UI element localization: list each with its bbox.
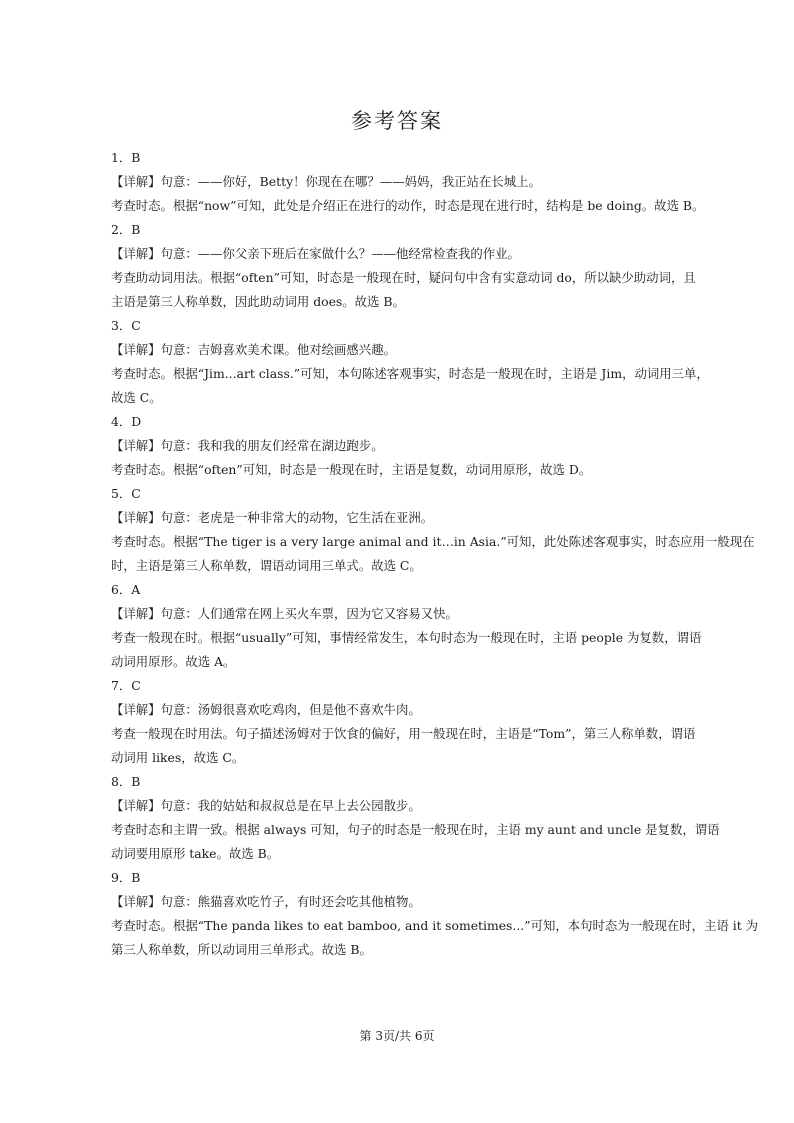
answer-number: 1．B: [111, 150, 141, 165]
answer-explanation-line: 考查时态。根据“The panda likes to eat bamboo, and it sometimes...”可知，本句时态为一般现在时，主语 it 为: [111, 918, 759, 933]
answer-explanation-heading: 【详解】句意：——你好，Betty！你现在在哪？——妈妈，我正站在长城上。: [111, 174, 541, 189]
page-title: 参考答案: [351, 109, 443, 133]
answer-explanation-heading: 【详解】句意：我和我的朋友们经常在湖边跑步。: [111, 438, 384, 453]
answer-item: [111, 578, 702, 674]
answer-explanation-line: 考查时态和主谓一致。根据 always 可知，句子的时态是一般现在时，主语 my aunt and uncle 是复数，谓语: [111, 822, 720, 837]
answer-number: 3．C: [111, 318, 141, 333]
answer-explanation-line: 考查一般现在时。根据“usually”可知，事情经常发生，本句时态为一般现在时，主语 people 为复数，谓语: [111, 630, 702, 645]
answer-explanation-line: 动词要用原形 take。故选 B。: [111, 846, 280, 861]
page-footer: 第 3页/共 6页: [359, 1029, 435, 1043]
answer-item: [111, 314, 709, 410]
answer-explanation-line: 时，主语是第三人称单数，谓语动词用三单式。故选 C。: [111, 558, 422, 573]
answer-explanation-line: 动词用原形。故选 A。: [111, 654, 236, 669]
answer-explanation-heading: 【详解】句意：熊猫喜欢吃竹子，有时还会吃其他植物。: [111, 894, 421, 909]
answer-number: 5．C: [111, 486, 141, 501]
answer-item: [111, 770, 720, 866]
answer-item: [111, 866, 759, 962]
answer-item: [111, 482, 755, 578]
answer-explanation-line: 动词用 likes，故选 C。: [111, 750, 245, 765]
answer-list: [111, 146, 759, 962]
answer-explanation-line: 考查助动词用法。根据“often”可知，时态是一般现在时，疑问句中含有实意动词 do，所以缺少助动词，且: [111, 270, 696, 285]
answer-item: [111, 410, 691, 482]
answer-number: 9．B: [111, 870, 141, 885]
answer-explanation-line: 主语是第三人称单数，因此助动词用 does。故选 B。: [111, 294, 405, 309]
answer-explanation-heading: 【详解】句意：——你父亲下班后在家做什么？——他经常检查我的作业。: [111, 246, 520, 261]
answer-explanation-line: 考查时态。根据“now”可知，此处是介绍正在进行的动作，时态是现在进行时，结构是 be doing。故选 B。: [111, 198, 705, 213]
answer-explanation-line: 考查时态。根据“The tiger is a very large animal and it…in Asia.”可知，此处陈述客观事实，时态应用一般现在: [111, 534, 755, 549]
answer-number: 4．D: [111, 414, 142, 429]
answer-item: [111, 218, 696, 314]
answer-item: [111, 146, 705, 218]
answer-number: 8．B: [111, 774, 141, 789]
answer-explanation-line: 考查一般现在时用法。句子描述汤姆对于饮食的偏好，用一般现在时，主语是“Tom”，第三人称单数，谓语: [111, 726, 696, 741]
answer-number: 2．B: [111, 222, 141, 237]
answer-explanation-heading: 【详解】句意：我的姑姑和叔叔总是在早上去公园散步。: [111, 798, 421, 813]
answer-explanation-heading: 【详解】句意：老虎是一种非常大的动物，它生活在亚洲。: [111, 510, 434, 525]
answer-item: [111, 674, 696, 770]
answer-explanation-line: 考查时态。根据“often”可知，时态是一般现在时，主语是复数，动词用原形，故选 D。: [111, 462, 592, 477]
answer-number: 6．A: [111, 582, 141, 597]
answer-number: 7．C: [111, 678, 141, 693]
answer-explanation-line: 第三人称单数，所以动词用三单形式。故选 B。: [111, 942, 372, 957]
answer-explanation-heading: 【详解】句意：吉姆喜欢美术课。他对绘画感兴趣。: [111, 342, 396, 357]
answer-explanation-line: 故选 C。: [111, 390, 162, 405]
answer-explanation-heading: 【详解】句意：人们通常在网上买火车票，因为它又容易又快。: [111, 606, 458, 621]
answer-explanation-line: 考查时态。根据“Jim...art class.”可知，本句陈述客观事实，时态是一般现在时，主语是 Jim，动词用三单，: [111, 366, 709, 381]
answer-explanation-heading: 【详解】句意：汤姆很喜欢吃鸡肉，但是他不喜欢牛肉。: [111, 702, 421, 717]
